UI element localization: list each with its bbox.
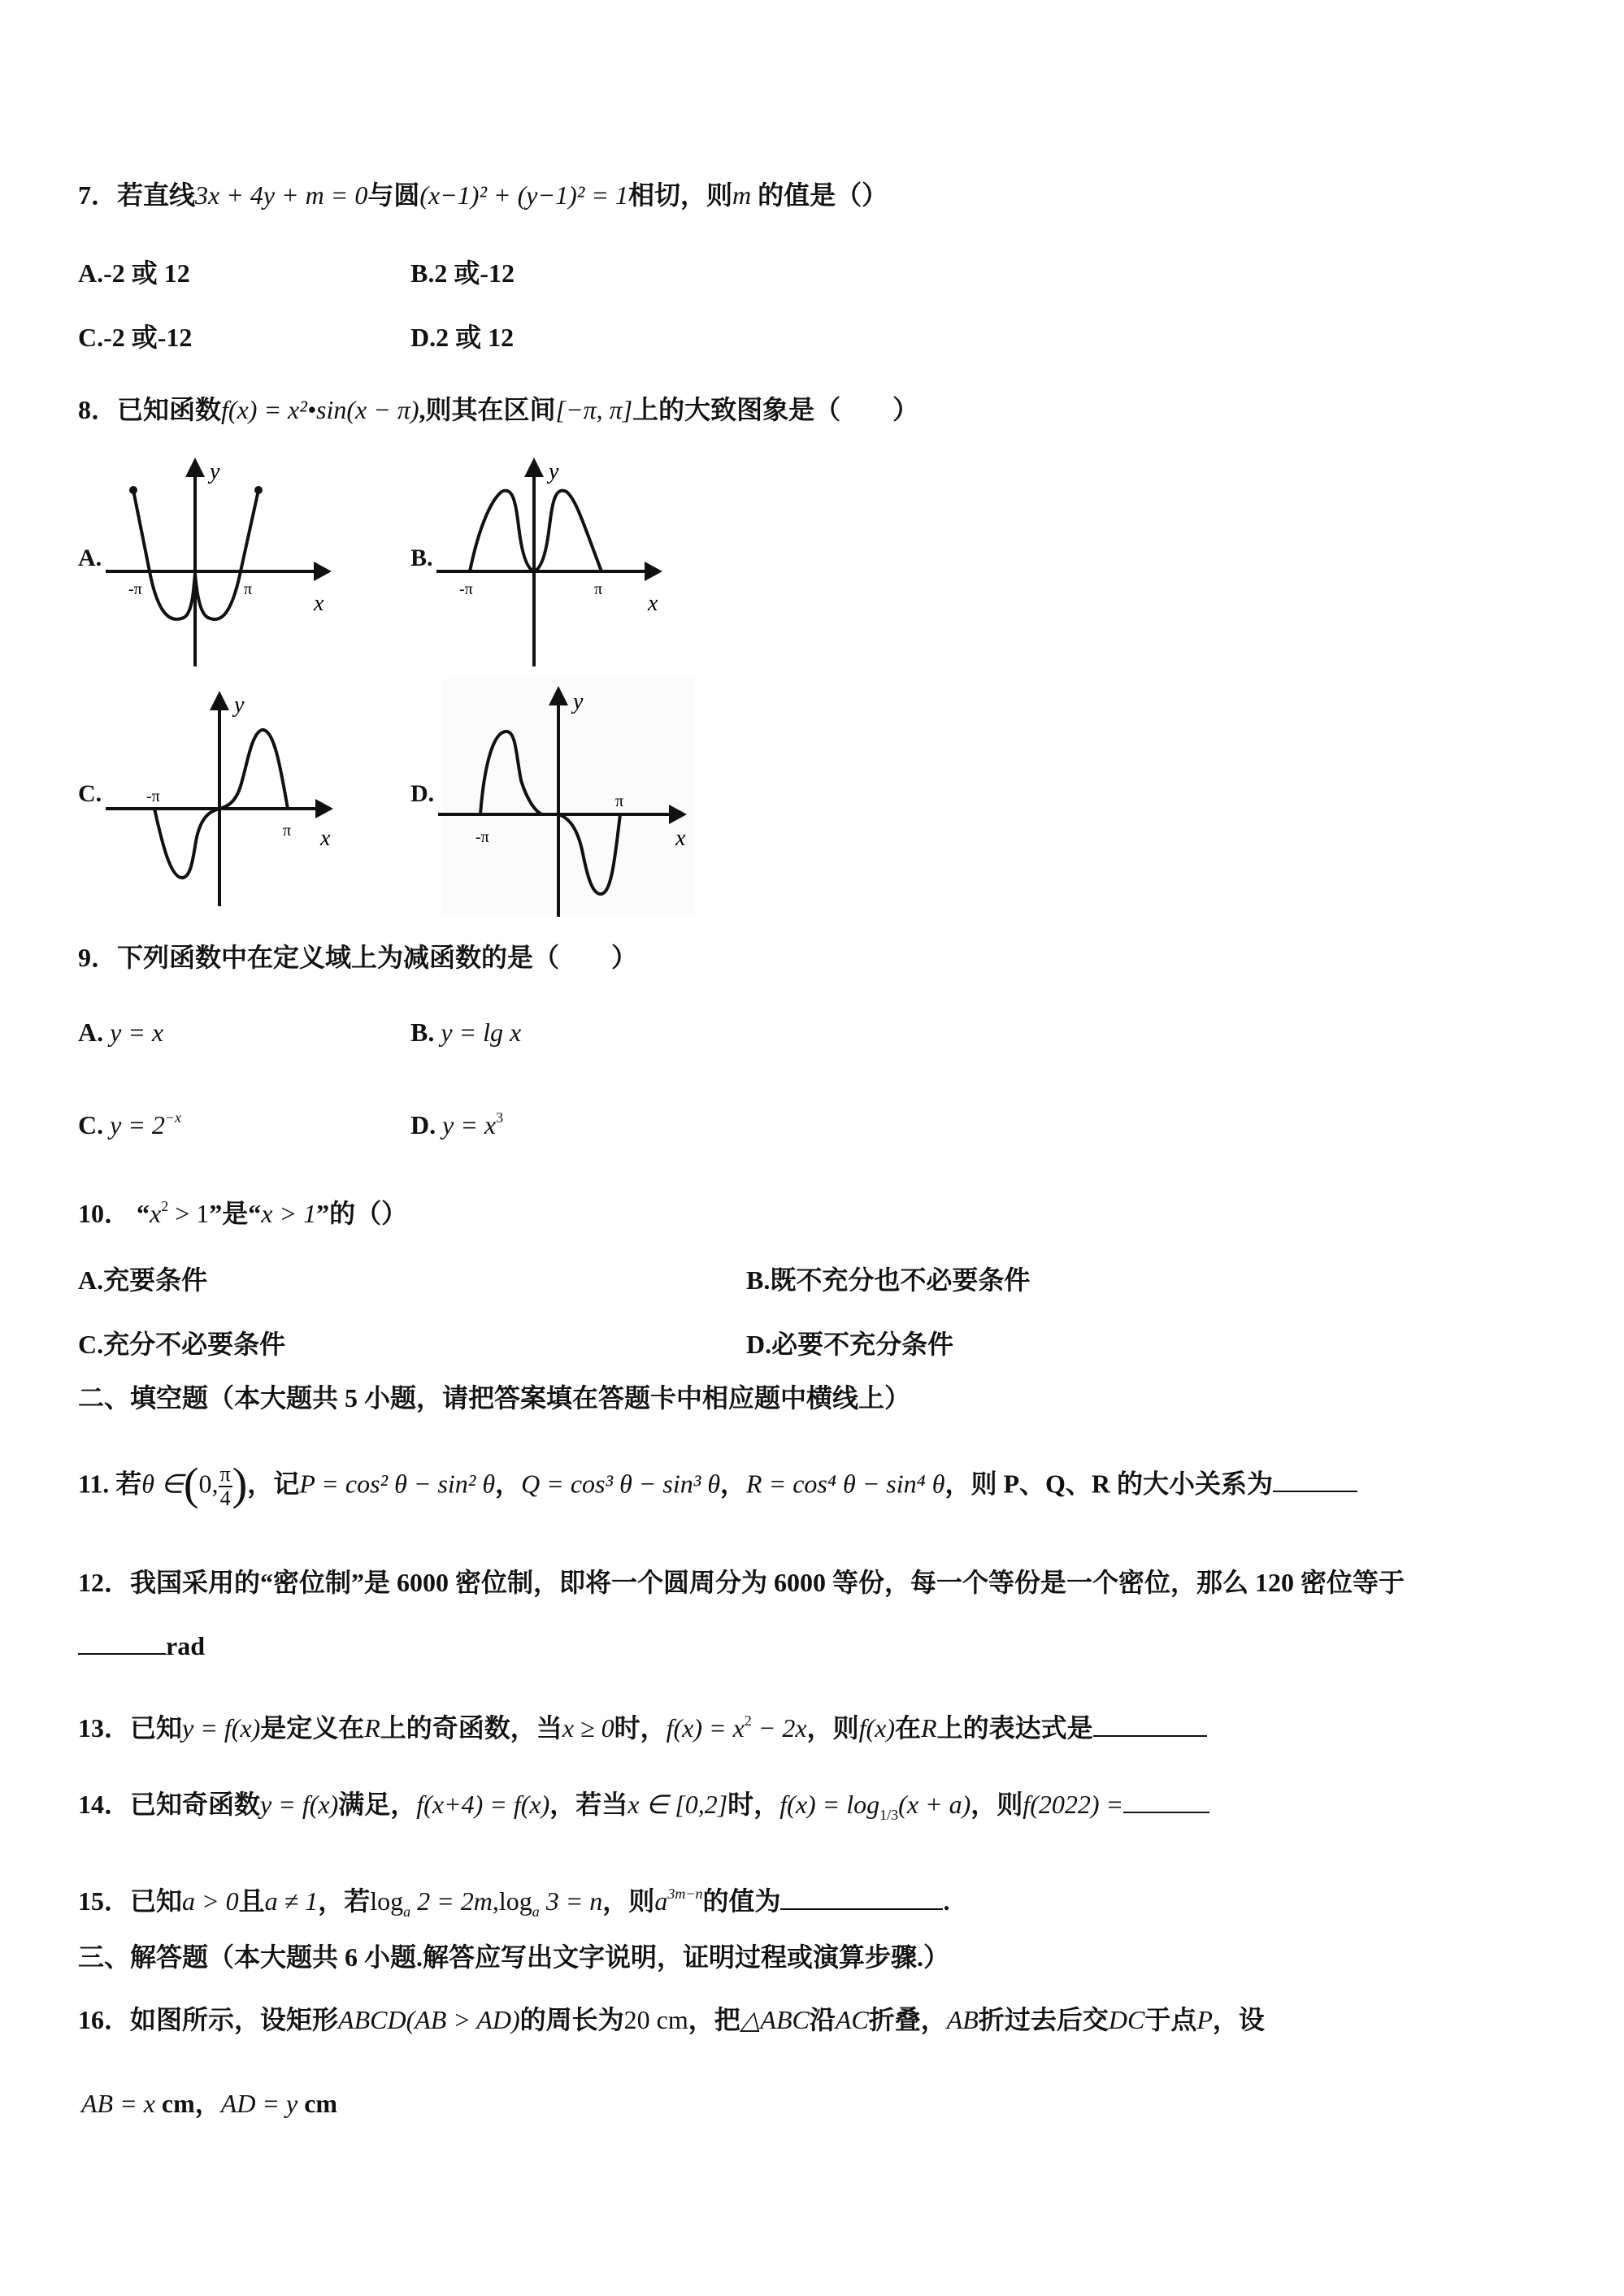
pi-label: π <box>244 580 253 598</box>
svg-text:y: y <box>549 459 559 484</box>
answer-blank[interactable] <box>1273 1466 1357 1492</box>
y-axis-label: y <box>210 459 220 484</box>
svg-text:-π: -π <box>475 828 489 846</box>
q9-option-c: C. $y = 2^{-x}$ <box>78 1109 182 1139</box>
graph-c-label: C. <box>78 780 102 807</box>
svg-text:y: y <box>573 689 584 714</box>
question-13: 13．已知y = f(x)是定义在R上的奇函数，当x ≥ 0时，$f(x) = x^2 - 2x$，则f(x)在R上的表达式是 <box>78 1703 1207 1746</box>
graph-a-label: A. <box>78 545 102 571</box>
q7-option-d: D.2 或 12 <box>410 323 515 352</box>
section-3-heading: 三、解答题（本大题共 6 小题.解答应写出文字说明，证明过程或演算步骤.） <box>78 1942 950 1972</box>
q10-option-a: A.充要条件 <box>78 1265 208 1295</box>
svg-text:π: π <box>615 792 624 810</box>
q16-variables: AB = x cm，AD = y cm <box>81 2089 338 2118</box>
svg-text:π: π <box>283 822 292 840</box>
question-16: 16．如图所示，设矩形ABCD(AB > AD)的周长为20 cm，把△ABC沿AC折叠，AB折过去后交DC于点P，设 <box>78 2005 1265 2034</box>
q7-option-b: B.2 或-12 <box>410 258 515 288</box>
graph-d-label: D. <box>410 780 435 807</box>
question-15: 15．已知a > 0且a ≠ 1，若$\log_a 2 = 2m,\log_a$ 3 = n，则$a^{3m-n}$的值为 . <box>78 1886 950 1920</box>
svg-text:-π: -π <box>459 580 473 598</box>
x-axis-label: x <box>314 591 324 616</box>
question-12: 12．我国采用的“密位制”是 6000 密位制，即将一个圆周分为 6000 等份，每一个等份是一个密位，那么 120 密位等于 <box>78 1568 1405 1597</box>
svg-text:π: π <box>594 580 603 598</box>
answer-blank[interactable] <box>780 1884 943 1910</box>
q7-option-c: C.-2 或-12 <box>78 323 193 352</box>
q7-option-a: A.-2 或 12 <box>78 258 190 288</box>
q10-option-d: D.必要不充分条件 <box>746 1330 954 1359</box>
graph-b-label: B. <box>410 545 433 571</box>
answer-blank[interactable] <box>1093 1711 1207 1737</box>
circle-equation: (x−1)² + (y−1)² = 1 <box>419 180 628 210</box>
question-7: 7．若直线3x + 4y + m = 0与圆(x−1)² + (y−1)² = 1相切，则m 的值是（） <box>78 180 888 210</box>
question-8: 8．已知函数f(x) = x²•sin(x − π),则其在区间[−π, π]上的大致图象是（ ） <box>78 395 919 424</box>
question-number: 8． <box>78 395 118 424</box>
q9-option-a: A. y = x <box>78 1018 164 1047</box>
question-14: 14．已知奇函数y = f(x)满足，f(x+4) = f(x)，若当x ∈ [0,2]时，$f(x) = \log_{1/3}(x + a)$，则f(2022) = <box>78 1786 1209 1833</box>
section-2-heading: 二、填空题（本大题共 5 小题，请把答案填在答题卡中相应题中横线上） <box>78 1383 911 1413</box>
graph-b <box>435 451 679 671</box>
q12-answer-line: rad <box>78 1628 205 1664</box>
q9-option-b: B. y = lg x <box>410 1018 522 1047</box>
answer-blank[interactable] <box>78 1629 166 1655</box>
graph-a <box>104 451 348 671</box>
question-number: 7． <box>78 180 118 210</box>
svg-text:x: x <box>675 826 686 851</box>
svg-text:-π: -π <box>146 788 160 805</box>
line-equation: 3x + 4y + m = 0 <box>195 180 368 210</box>
q10-option-b: B.既不充分也不必要条件 <box>746 1265 1031 1295</box>
question-number: 10． <box>78 1199 131 1228</box>
question-number: 9． <box>78 943 118 972</box>
question-10: 10． “$x^2 > 1$”是“x > 1”的（） <box>78 1198 408 1228</box>
svg-text:y: y <box>234 692 245 718</box>
neg-pi-label: -π <box>128 580 142 598</box>
question-9: 9．下列函数中在定义域上为减函数的是（ ） <box>78 943 638 972</box>
graph-d <box>435 675 703 918</box>
svg-text:x: x <box>648 591 658 616</box>
function-expression: f(x) = x²•sin(x − π) <box>221 395 419 424</box>
q10-option-c: C.充分不必要条件 <box>78 1330 286 1359</box>
interval: [−π, π] <box>555 395 633 424</box>
q9-option-d: D. $y = x^3$ <box>410 1109 504 1139</box>
question-11: 11. 若θ ∈(0, $\frac{\pi}{4}$ )，记P = cos² θ − sin² θ，Q = cos³ θ − sin³ θ，R = cos⁴ θ − sin⁴ θ，则 P、Q、R 的大小关系为 <box>78 1463 1357 1510</box>
graph-c <box>104 683 348 914</box>
svg-text:x: x <box>320 826 331 851</box>
answer-blank[interactable] <box>1123 1787 1209 1813</box>
